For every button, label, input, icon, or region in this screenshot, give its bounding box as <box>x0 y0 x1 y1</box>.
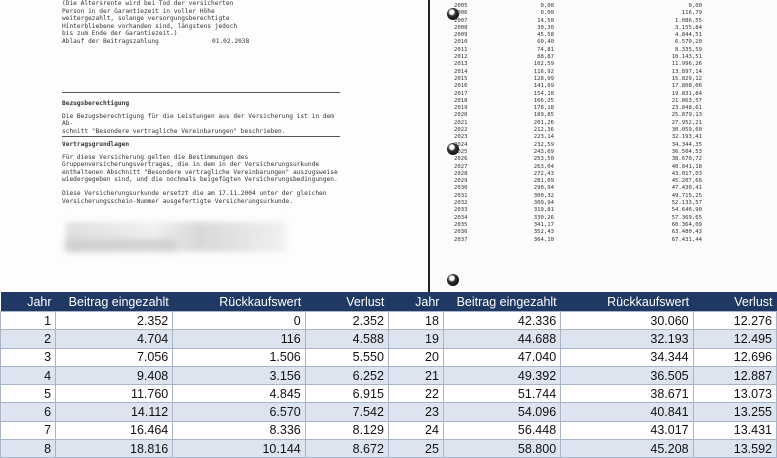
value-table-cell: 253,50 <box>533 156 554 163</box>
table-cell[interactable]: 6.252 <box>305 366 388 384</box>
value-table-cell: 2013 <box>454 61 468 68</box>
table-cell[interactable]: 2.352 <box>305 312 388 330</box>
value-table-cell: 30.059,60 <box>671 127 702 134</box>
table-cell[interactable]: 49.392 <box>443 366 560 384</box>
table-cell[interactable]: 6 <box>1 403 56 421</box>
table-cell[interactable]: 2 <box>1 330 56 348</box>
value-table-row <box>454 200 702 207</box>
value-table-cell: 67.431,44 <box>671 236 702 243</box>
ablauf-row <box>62 38 340 46</box>
table-cell[interactable]: 3 <box>1 348 56 366</box>
table-cell[interactable]: 7.056 <box>56 348 173 366</box>
value-table-cell: 15.829,12 <box>671 75 702 82</box>
value-table-cell: 19.831,84 <box>671 90 702 97</box>
top-line: bis zum Ende der Garantiezeit.) <box>62 30 178 38</box>
table-cell[interactable]: 10.144 <box>173 440 305 458</box>
value-table-cell: 6.570,20 <box>675 39 702 46</box>
value-table-cell: 43.017,03 <box>671 170 702 177</box>
col-header-verlust-2[interactable]: Verlust <box>693 292 776 312</box>
value-table-row <box>454 3 702 10</box>
blurred-signature-line <box>66 240 176 250</box>
value-table-cell: 0,00 <box>540 10 554 17</box>
value-table-row <box>454 61 702 68</box>
bezug-section <box>62 100 340 135</box>
value-table-cell: 309,94 <box>533 200 554 207</box>
table-cell[interactable]: 42.336 <box>443 312 560 330</box>
table-cell[interactable]: 13.255 <box>693 403 776 421</box>
table-cell[interactable]: 4.588 <box>305 330 388 348</box>
table-cell[interactable]: 3.156 <box>173 366 305 384</box>
value-table-cell: 2005 <box>454 3 468 9</box>
col-header-beitrag-2[interactable]: Beitrag eingezahlt <box>443 292 560 312</box>
value-table-row <box>454 142 702 149</box>
table-cell[interactable]: 8.129 <box>305 421 388 439</box>
value-table-cell: 364,10 <box>533 236 554 243</box>
value-table-cell: 319,81 <box>533 207 554 214</box>
value-table-cell: 2025 <box>454 148 468 155</box>
value-table-cell: 2037 <box>454 236 468 243</box>
value-table-row <box>454 193 702 200</box>
value-table-cell: 243,69 <box>533 148 554 155</box>
value-table-row <box>454 10 702 17</box>
value-table-row <box>454 112 702 119</box>
value-table-row <box>454 237 702 244</box>
value-table-cell: 14,50 <box>537 17 554 24</box>
table-cell[interactable]: 0 <box>173 312 305 330</box>
document-scan-right <box>430 0 777 292</box>
value-table-cell: 1.086,55 <box>675 17 702 24</box>
ersetzt-text: Diese Versicherungsurkunde ersetzt die am 17.11.2004 unter der gleichen Versicherungsschein-Nummer ausgefertigte Versicherungsurkunde. <box>62 189 327 205</box>
value-table-row <box>454 229 702 236</box>
table-cell[interactable]: 43.017 <box>561 421 693 439</box>
value-table-cell: 2027 <box>454 163 468 170</box>
value-table-cell: 49.715,25 <box>671 192 702 199</box>
top-line: Hinterbliebene vorhanden sind, längstens jedoch <box>62 22 238 30</box>
table-cell[interactable]: 6.570 <box>173 403 305 421</box>
table-row <box>1 348 777 366</box>
value-table-row <box>454 171 702 178</box>
table-cell[interactable]: 11.760 <box>56 385 173 403</box>
value-table-cell: 2020 <box>454 112 468 119</box>
value-table-cell: 36.504,53 <box>671 148 702 155</box>
header-row <box>1 292 777 312</box>
table-cell[interactable]: 13.431 <box>693 421 776 439</box>
value-table-cell: 2006 <box>454 10 468 17</box>
col-header-verlust[interactable]: Verlust <box>305 292 388 312</box>
value-table-cell: 47.430,41 <box>671 185 702 192</box>
table-cell[interactable]: 40.841 <box>561 403 693 421</box>
ablauf-date: 01.02.2038 <box>212 37 250 45</box>
bezug-heading: Bezugsberechtigung <box>62 100 130 107</box>
value-table-cell: 38.670,72 <box>671 156 702 163</box>
value-table-cell: 27.952,21 <box>671 119 702 126</box>
table-cell[interactable]: 6.915 <box>305 385 388 403</box>
value-table-cell: 166,25 <box>533 97 554 104</box>
table-cell[interactable]: 24 <box>388 421 443 439</box>
value-table-cell: 45.207,66 <box>671 178 702 185</box>
value-table-cell: 141,69 <box>533 83 554 90</box>
table-cell[interactable]: 12.495 <box>693 330 776 348</box>
value-table-cell: 272,43 <box>533 170 554 177</box>
value-table-cell: 116,79 <box>681 10 702 17</box>
bezug-text: Die Bezugsberechtigung für die Leistungen aus der Versicherung ist in dem Ab- schnitt "Besondere vertragliche Vereinbarungen" beschrieben. <box>62 112 334 135</box>
value-table-row <box>454 91 702 98</box>
value-table-cell: 40.841,18 <box>671 163 702 170</box>
table-cell[interactable]: 38.671 <box>561 385 693 403</box>
table-cell[interactable]: 8 <box>1 440 56 458</box>
table-cell[interactable]: 12.696 <box>693 348 776 366</box>
table-cell[interactable]: 5.550 <box>305 348 388 366</box>
value-table-cell: 13.897,14 <box>671 68 702 75</box>
value-table-cell: 2033 <box>454 207 468 214</box>
table-cell[interactable]: 116 <box>173 330 305 348</box>
value-table-cell: 2009 <box>454 32 468 39</box>
value-table-row <box>454 164 702 171</box>
table-cell[interactable]: 58.800 <box>443 440 560 458</box>
value-table-cell: 60,40 <box>537 39 554 46</box>
value-table-cell: 116,92 <box>533 68 554 75</box>
value-table-cell: 88,87 <box>537 54 554 61</box>
value-table <box>454 3 702 244</box>
table-cell[interactable]: 56.448 <box>443 421 560 439</box>
value-table-cell: 2018 <box>454 97 468 104</box>
value-table-cell: 2007 <box>454 17 468 24</box>
value-table-row <box>454 32 702 39</box>
value-table-cell: 352,43 <box>533 229 554 236</box>
value-table-row <box>454 134 702 141</box>
value-table-cell: 17.808,06 <box>671 83 702 90</box>
table-row <box>1 330 777 348</box>
value-table-cell: 63.480,43 <box>671 229 702 236</box>
table-cell[interactable]: 54.096 <box>443 403 560 421</box>
value-table-row <box>454 105 702 112</box>
value-table-cell: 2023 <box>454 134 468 141</box>
value-table-cell: 60.364,09 <box>671 221 702 228</box>
ablauf-label: Ablauf der Beitragszahlung <box>62 37 159 45</box>
value-table-cell: 2030 <box>454 185 468 192</box>
value-table-cell: 2034 <box>454 214 468 221</box>
value-table-cell: 102,59 <box>533 61 554 68</box>
top-line: Person in der Garantiezeit in voller Höhe <box>62 7 215 15</box>
value-table-cell: 2012 <box>454 54 468 61</box>
table-row <box>1 403 777 421</box>
value-table-row <box>454 222 702 229</box>
top-line: (Die Altersrente wird bei Tod der versicherten <box>62 0 234 7</box>
value-table-cell: 30,30 <box>537 24 554 31</box>
table-cell[interactable]: 18 <box>388 312 443 330</box>
value-table-cell: 45,58 <box>537 32 554 39</box>
table-row <box>1 440 777 458</box>
value-table-cell: 2024 <box>454 141 468 148</box>
value-table-cell: 201,26 <box>533 119 554 126</box>
value-table-row <box>454 54 702 61</box>
value-table-cell: 2015 <box>454 75 468 82</box>
table-cell[interactable]: 9.408 <box>56 366 173 384</box>
table-cell[interactable]: 21 <box>388 366 443 384</box>
top-line: weitergezahlt, solange versorgungsberechtigte <box>62 15 230 23</box>
table-cell[interactable]: 4.845 <box>173 385 305 403</box>
value-table-cell: 2032 <box>454 200 468 207</box>
value-table-row <box>454 25 702 32</box>
table-cell[interactable]: 8.336 <box>173 421 305 439</box>
value-table-cell: 178,18 <box>533 105 554 112</box>
value-table-cell: 300,32 <box>533 192 554 199</box>
value-table-cell: 74,81 <box>537 46 554 53</box>
value-table-cell: 2022 <box>454 127 468 134</box>
value-table-cell: 34.344,35 <box>671 141 702 148</box>
value-table-cell: 2035 <box>454 221 468 228</box>
value-table-cell: 290,94 <box>533 185 554 192</box>
value-table-cell: 212,36 <box>533 127 554 134</box>
table-cell[interactable]: 20 <box>388 348 443 366</box>
value-table-cell: 2021 <box>454 119 468 126</box>
col-header-beitrag[interactable]: Beitrag eingezahlt <box>56 292 173 312</box>
value-table-cell: 223,14 <box>533 134 554 141</box>
value-table-cell: 2011 <box>454 46 468 53</box>
vertrag-heading: Vertragsgrundlagen <box>62 141 130 148</box>
value-table-cell: 54.646,90 <box>671 207 702 214</box>
divider <box>62 136 340 137</box>
value-table-row <box>454 47 702 54</box>
document-scan-left <box>0 0 430 292</box>
table-cell[interactable]: 13.592 <box>693 440 776 458</box>
value-table-cell: 23.848,61 <box>671 105 702 112</box>
value-table-row <box>454 215 702 222</box>
value-table-row <box>454 76 702 83</box>
value-table-cell: 330,26 <box>533 214 554 221</box>
value-table-cell: 2019 <box>454 105 468 112</box>
value-table-cell: 0,00 <box>540 3 554 9</box>
table-cell[interactable]: 4.704 <box>56 330 173 348</box>
table-cell[interactable]: 32.193 <box>561 330 693 348</box>
table-cell[interactable]: 22 <box>388 385 443 403</box>
value-table-cell: 2031 <box>454 192 468 199</box>
value-table-cell: 2028 <box>454 170 468 177</box>
value-table-row <box>454 156 702 163</box>
table-cell[interactable]: 5 <box>1 385 56 403</box>
value-table-cell: 57.369,65 <box>671 214 702 221</box>
table-cell[interactable]: 2.352 <box>56 312 173 330</box>
table-cell[interactable]: 4 <box>1 366 56 384</box>
value-table-cell: 21.863,57 <box>671 97 702 104</box>
table-cell[interactable]: 36.505 <box>561 366 693 384</box>
value-table-row <box>454 207 702 214</box>
table-cell[interactable]: 1.506 <box>173 348 305 366</box>
spreadsheet-table <box>0 292 777 456</box>
table-cell[interactable]: 13.073 <box>693 385 776 403</box>
value-table-cell: 128,99 <box>533 75 554 82</box>
table-cell[interactable]: 14.112 <box>56 403 173 421</box>
value-table-cell: 52.133,57 <box>671 200 702 207</box>
table-cell[interactable]: 12.276 <box>693 312 776 330</box>
value-table-row <box>454 18 702 25</box>
value-table-cell: 11.996,26 <box>671 61 702 68</box>
value-table-cell: 232,59 <box>533 141 554 148</box>
value-table-cell: 32.193,41 <box>671 134 702 141</box>
col-header-rueckkauf-2[interactable]: Rückkaufswert <box>561 292 693 312</box>
table-cell[interactable]: 44.688 <box>443 330 560 348</box>
value-table-cell: 2029 <box>454 178 468 185</box>
col-header-rueckkauf[interactable]: Rückkaufswert <box>173 292 305 312</box>
table-cell[interactable]: 34.344 <box>561 348 693 366</box>
col-header-jahr-2[interactable]: Jahr <box>388 292 443 312</box>
table-row <box>1 385 777 403</box>
value-table-cell: 2010 <box>454 39 468 46</box>
value-table-cell: 2026 <box>454 156 468 163</box>
value-table-cell: 2014 <box>454 68 468 75</box>
table-cell[interactable]: 51.744 <box>443 385 560 403</box>
table-cell[interactable]: 7.542 <box>305 403 388 421</box>
table-cell[interactable]: 19 <box>388 330 443 348</box>
table-cell[interactable]: 18.816 <box>56 440 173 458</box>
vertrag-section <box>62 141 340 205</box>
value-table-cell: 3.155,84 <box>675 24 702 31</box>
value-table-cell: 4.844,51 <box>675 32 702 39</box>
value-table-row <box>454 83 702 90</box>
top-text-block <box>62 0 340 46</box>
table-cell[interactable]: 30.060 <box>561 312 693 330</box>
divider <box>62 92 340 93</box>
table-row <box>1 312 777 330</box>
value-table-row <box>454 185 702 192</box>
table-row <box>1 366 777 384</box>
value-table-row <box>454 39 702 46</box>
table-cell[interactable]: 8.672 <box>305 440 388 458</box>
table-cell[interactable]: 45.208 <box>561 440 693 458</box>
value-table-row <box>454 120 702 127</box>
value-table-row <box>454 98 702 105</box>
table-cell[interactable]: 25 <box>388 440 443 458</box>
value-table-cell: 281,69 <box>533 178 554 185</box>
value-table-row <box>454 69 702 76</box>
value-table-cell: 8.335,59 <box>675 46 702 53</box>
value-table-cell: 154,10 <box>533 90 554 97</box>
table-cell[interactable]: 7 <box>1 421 56 439</box>
value-table-cell: 25.879,13 <box>671 112 702 119</box>
value-table-row <box>454 149 702 156</box>
table-cell[interactable]: 47.040 <box>443 348 560 366</box>
value-table-cell: 2008 <box>454 24 468 31</box>
value-table-cell: 263,04 <box>533 163 554 170</box>
value-table-cell: 2016 <box>454 83 468 90</box>
value-table-row <box>454 127 702 134</box>
value-table-cell: 2017 <box>454 90 468 97</box>
value-table-cell: 2036 <box>454 229 468 236</box>
value-table-cell: 0,00 <box>688 3 702 9</box>
col-header-jahr[interactable]: Jahr <box>1 292 56 312</box>
table-cell[interactable]: 1 <box>1 312 56 330</box>
vertrag-text: Für diese Versicherung gelten die Bestimmungen des Gruppenversicherungsvertrages, die in dem in der Versicherungsurkunde enthaltenen Abschnitt "Besondere vertragliche Vereinbarungen" auszugsweise wiedergegeben sind, und die nochmals beigefügten Versicherungsbedingungen. <box>62 153 338 184</box>
value-table-cell: 10.143,51 <box>671 54 702 61</box>
value-table-row <box>454 178 702 185</box>
punch-hole-icon <box>447 274 459 286</box>
value-table-cell: 189,85 <box>533 112 554 119</box>
table-cell[interactable]: 16.464 <box>56 421 173 439</box>
value-table-cell: 341,17 <box>533 221 554 228</box>
table-cell[interactable]: 12.887 <box>693 366 776 384</box>
table-cell[interactable]: 23 <box>388 403 443 421</box>
